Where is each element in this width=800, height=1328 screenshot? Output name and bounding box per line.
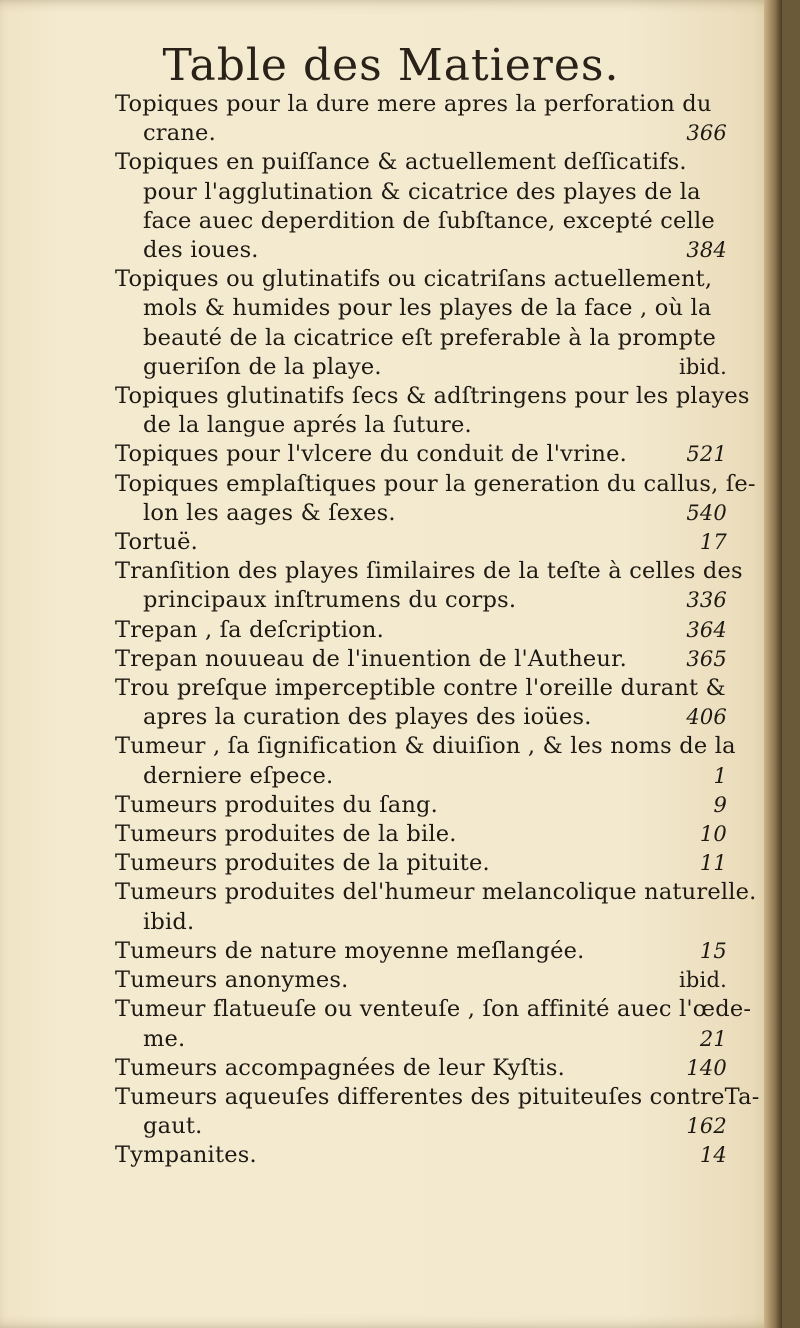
entry-text: Tumeurs accompagnées de leur Kyſtis. bbox=[115, 1054, 565, 1081]
page-number: ibid. bbox=[679, 968, 727, 993]
entry-text: Topiques ou glutinatifs ou cicatriſans actuellement, bbox=[115, 266, 713, 293]
index-entry bbox=[115, 1141, 727, 1170]
entry-text-continuation: derniere eſpece. bbox=[143, 762, 334, 789]
index-entry bbox=[115, 528, 727, 557]
entry-text-continuation: ibid. bbox=[143, 908, 195, 935]
entry-text: Tumeurs de nature moyenne meſlangée. bbox=[115, 937, 585, 964]
page-number: 11 bbox=[699, 851, 727, 876]
entry-text-continuation: des ioues. bbox=[143, 237, 259, 264]
page-number: 540 bbox=[686, 500, 727, 525]
index-entry bbox=[115, 849, 727, 878]
entry-text: Trepan nouueau de l'inuention de l'Autheur. bbox=[115, 645, 627, 672]
page-number: 10 bbox=[699, 822, 727, 847]
entry-text: Tortuë. bbox=[115, 529, 198, 556]
index-entry bbox=[115, 90, 727, 148]
page-number: 365 bbox=[686, 646, 727, 671]
page-number: 17 bbox=[699, 530, 727, 555]
index-entry bbox=[115, 1083, 760, 1141]
entry-text-continuation: beauté de la cicatrice eſt preferable à la prompte bbox=[143, 324, 716, 351]
entry-text-continuation: gaut. bbox=[143, 1113, 203, 1140]
entry-text-continuation: crane. bbox=[143, 120, 216, 147]
index-entry bbox=[115, 966, 727, 995]
index-entry bbox=[115, 995, 752, 1053]
index-entry bbox=[115, 732, 736, 790]
entry-text-continuation: lon les aages & ſexes. bbox=[143, 499, 396, 526]
page-number: 336 bbox=[686, 588, 727, 613]
entry-text: Tumeurs aqueuſes differentes des pituiteuſes contreTa- bbox=[115, 1083, 760, 1110]
page-number: 521 bbox=[686, 442, 727, 467]
entry-text-continuation: mols & humides pour les playes de la face , où la bbox=[143, 295, 712, 322]
page-number: 406 bbox=[686, 705, 727, 730]
index-entry bbox=[115, 470, 756, 528]
index-entry bbox=[115, 440, 727, 469]
index-entry bbox=[115, 616, 727, 645]
entry-text: Trou preſque imperceptible contre l'oreille durant & bbox=[115, 675, 726, 702]
entry-text: Tumeurs produites de la bile. bbox=[115, 821, 457, 848]
index-entries bbox=[115, 90, 760, 1171]
entry-text-continuation: face auec deperdition de ſubſtance, excepté celle bbox=[143, 207, 715, 234]
index-entry bbox=[115, 791, 727, 820]
entry-text: Tumeurs produites del'humeur melancolique naturelle. bbox=[115, 879, 757, 906]
entry-text: Tympanites. bbox=[115, 1142, 257, 1169]
page-binding-edge bbox=[764, 0, 782, 1328]
index-entry bbox=[115, 265, 727, 382]
index-entry bbox=[115, 645, 727, 674]
entry-text: Topiques emplaſtiques pour la generation du callus, ſe- bbox=[115, 470, 756, 497]
page-number: 15 bbox=[699, 938, 727, 963]
entry-text: Tumeurs produites du ſang. bbox=[115, 791, 438, 818]
page-number: 1 bbox=[713, 763, 727, 788]
entry-text-continuation: me. bbox=[143, 1025, 186, 1052]
entry-text: Topiques en puiſſance & actuellement deſſicatifs. bbox=[115, 149, 687, 176]
entry-text: Tranſition des playes ſimilaires de la teſte à celles des bbox=[115, 558, 743, 585]
page-number: ibid. bbox=[679, 354, 727, 379]
entry-text-continuation: de la langue aprés la ſuture. bbox=[143, 412, 472, 439]
page-number: 366 bbox=[686, 121, 727, 146]
entry-text-continuation: principaux inſtrumens du corps. bbox=[143, 587, 517, 614]
index-entry bbox=[115, 937, 727, 966]
page-number: 384 bbox=[686, 238, 727, 263]
entry-text: Trepan , ſa deſcription. bbox=[115, 616, 384, 643]
index-entry bbox=[115, 1054, 727, 1083]
entry-text-continuation: pour l'agglutination & cicatrice des playes de la bbox=[143, 178, 701, 205]
entry-text-continuation: apres la curation des playes des ioües. bbox=[143, 704, 592, 731]
entry-text: Tumeurs anonymes. bbox=[115, 967, 349, 994]
page-number: 9 bbox=[713, 792, 727, 817]
entry-text: Tumeur flatueuſe ou venteuſe , ſon affinité auec l'œde- bbox=[115, 996, 752, 1023]
index-entry bbox=[115, 674, 727, 732]
page-number: 364 bbox=[686, 617, 727, 642]
entry-text-continuation: gueriſon de la playe. bbox=[143, 353, 382, 380]
entry-text: Tumeurs produites de la pituite. bbox=[115, 850, 490, 877]
page-number: 21 bbox=[699, 1026, 727, 1051]
index-entry bbox=[115, 557, 743, 615]
index-entry bbox=[115, 382, 750, 440]
index-entry bbox=[115, 878, 757, 936]
entry-text: Topiques glutinatifs ſecs & adſtringens pour les playes bbox=[115, 383, 750, 410]
entry-text: Topiques pour l'vlcere du conduit de l'vrine. bbox=[115, 441, 627, 468]
entry-text: Tumeur , ſa ſignification & diuiſion , & les noms de la bbox=[115, 733, 736, 760]
index-entry bbox=[115, 148, 727, 265]
page-number: 14 bbox=[699, 1143, 727, 1168]
page-number: 140 bbox=[686, 1055, 727, 1080]
page-title: Table des Matieres. bbox=[162, 40, 620, 91]
entry-text: Topiques pour la dure mere apres la perforation du bbox=[115, 91, 712, 117]
page-number: 162 bbox=[686, 1114, 727, 1139]
index-entry bbox=[115, 820, 727, 849]
